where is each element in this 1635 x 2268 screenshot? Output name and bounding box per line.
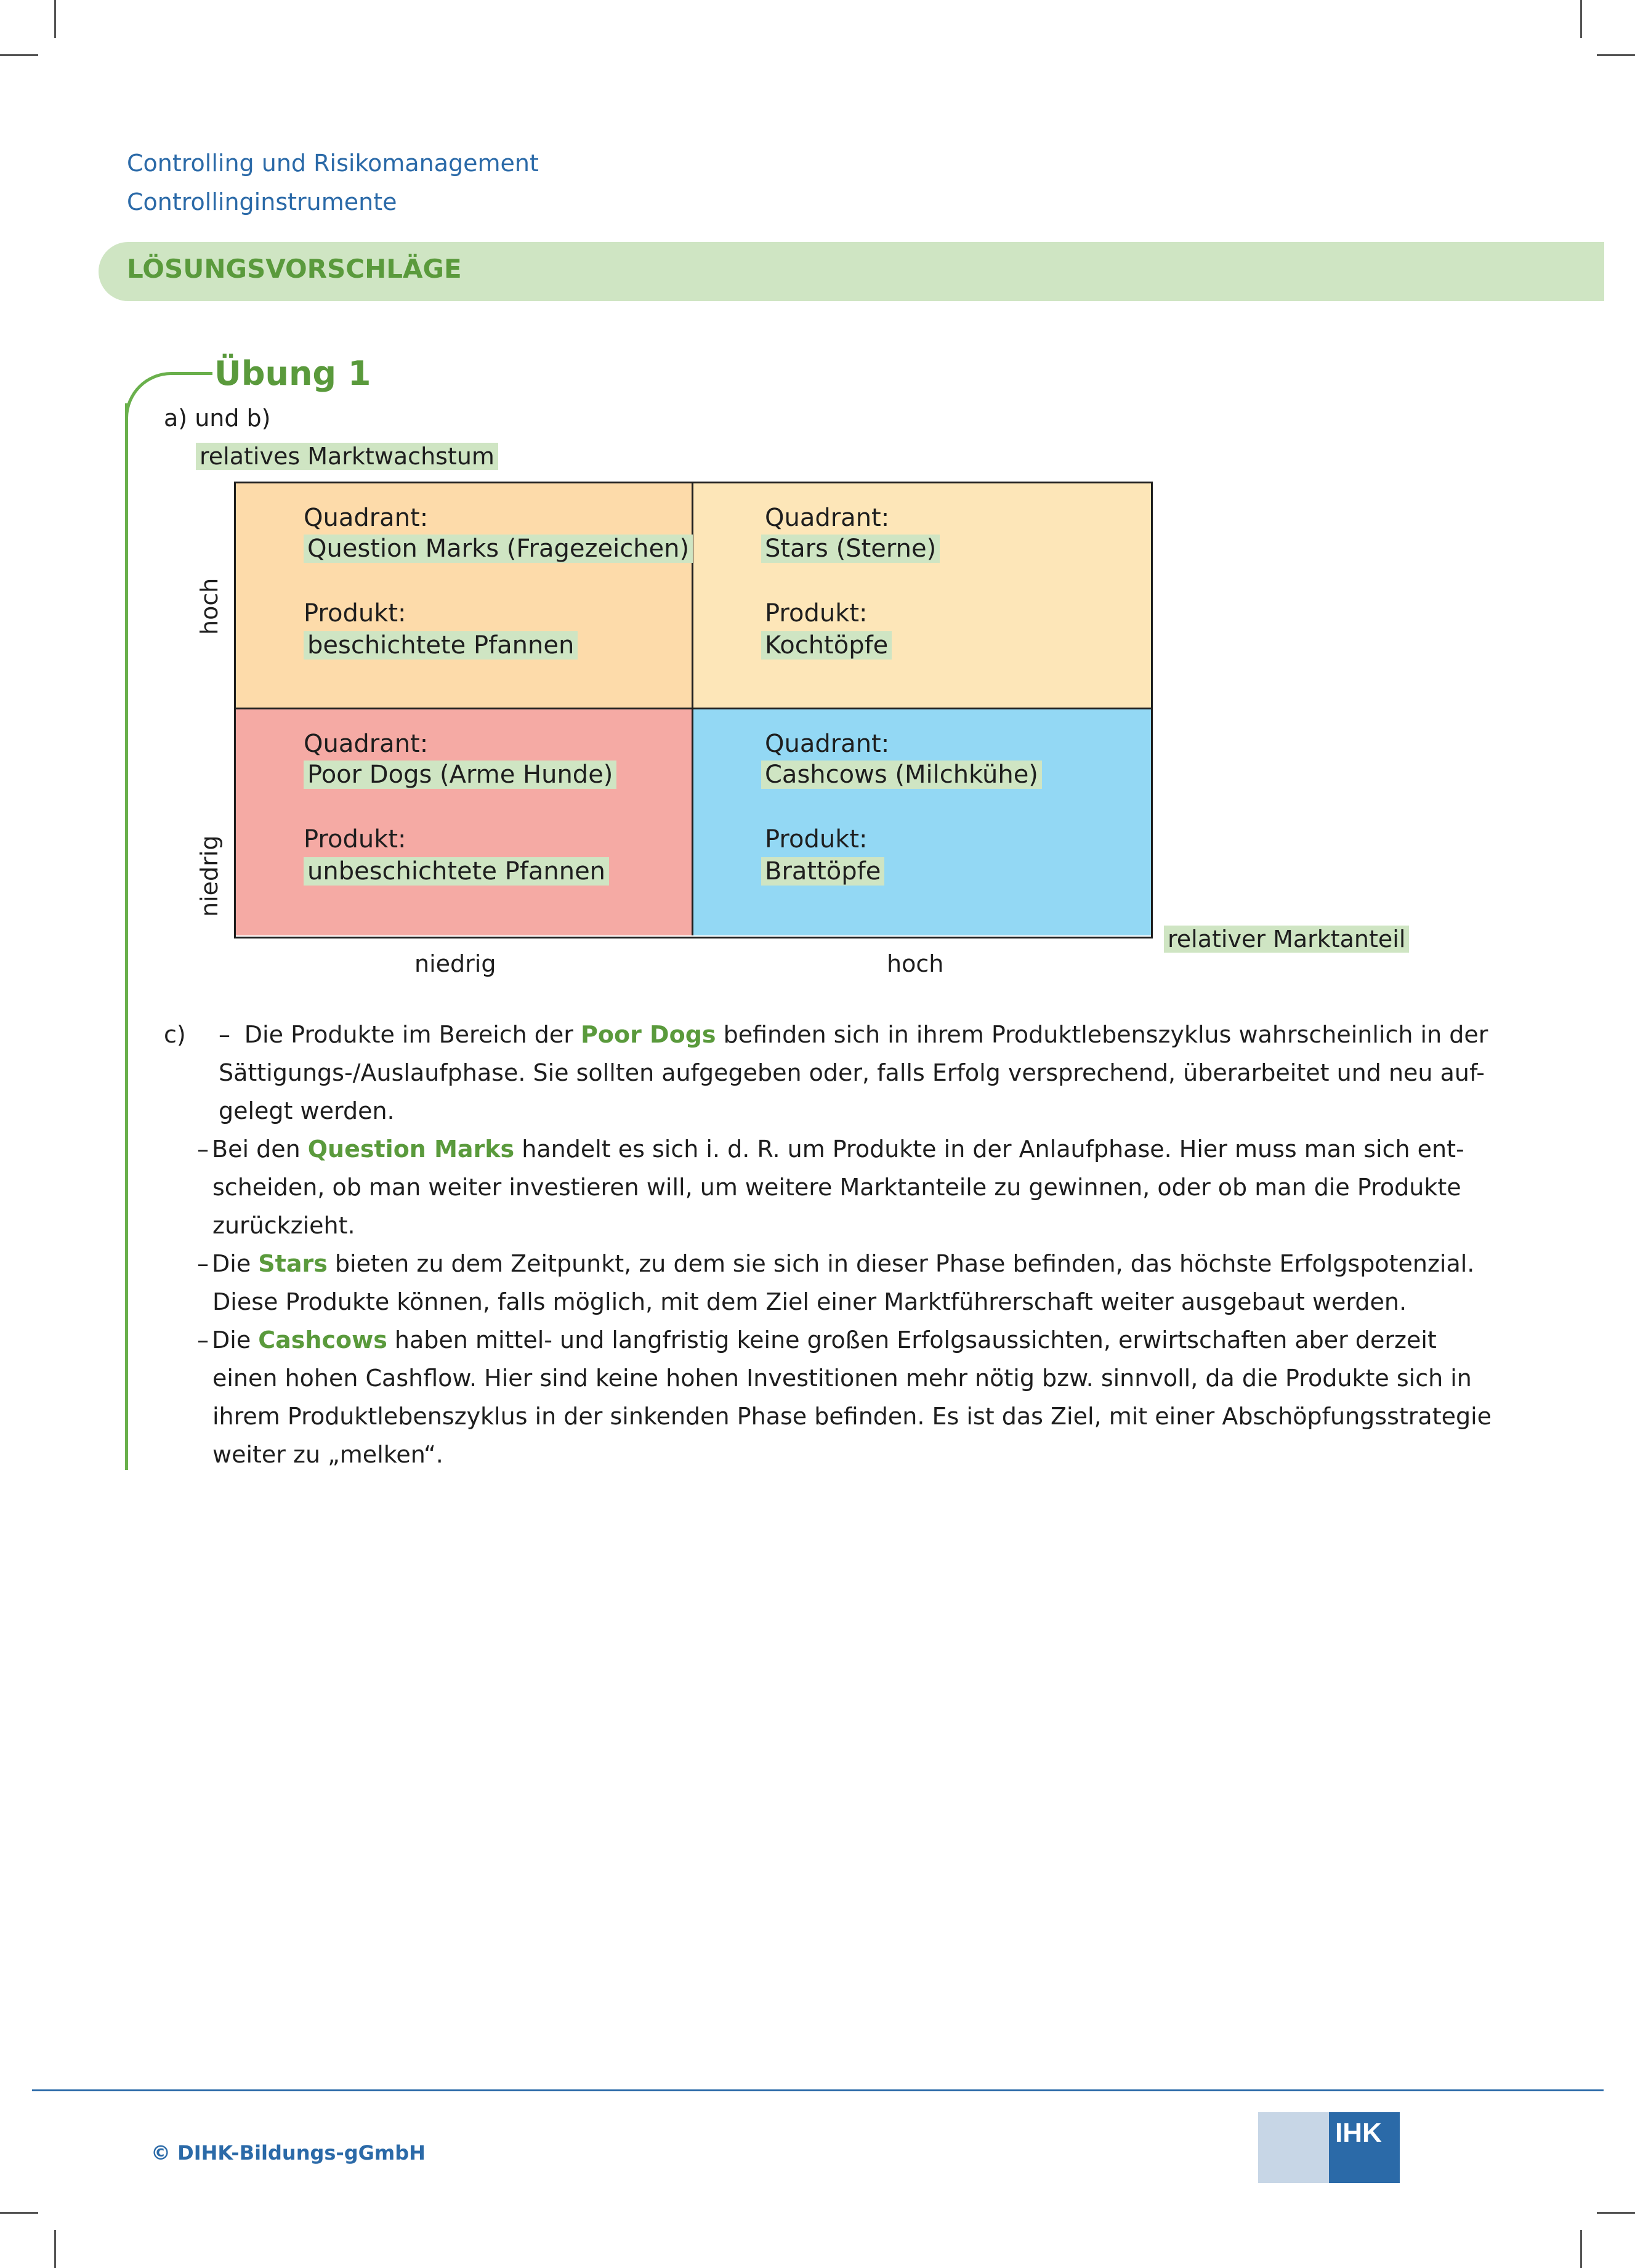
crop-mark <box>1597 54 1635 56</box>
text-line-content: gelegt werden. <box>219 1097 395 1124</box>
quadrant-label: Quadrant: <box>765 730 890 758</box>
list-dash: – <box>197 1136 209 1163</box>
quadrant-name <box>304 536 693 561</box>
list-item <box>197 1245 1475 1283</box>
text-segment: befinden sich in ihrem Produktlebenszyklus wahrscheinlich in der <box>716 1021 1488 1048</box>
ihk-logo-text: IHK <box>1335 2118 1382 2148</box>
key-term: Cashcows <box>258 1326 387 1354</box>
quadrant-label: Quadrant: <box>304 730 429 758</box>
quadrant-top-left <box>236 483 693 709</box>
crop-mark <box>1580 2230 1582 2268</box>
product-label: Produkt: <box>765 825 868 854</box>
product-label: Produkt: <box>304 825 406 854</box>
text-line <box>197 1245 1475 1283</box>
crop-mark <box>1580 0 1582 38</box>
crop-mark <box>0 54 38 56</box>
x-axis-label-text: relativer Marktanteil <box>1164 926 1409 953</box>
text-segment: Bei den <box>212 1136 308 1163</box>
text-line <box>212 1283 1407 1321</box>
product-name-text: unbeschichtete Pfannen <box>304 857 609 886</box>
key-term: Poor Dogs <box>581 1021 716 1048</box>
quadrant-name-text: Cashcows (Milchkühe) <box>761 761 1042 789</box>
quadrant-top-right <box>693 483 1151 709</box>
product-label: Produkt: <box>304 599 406 628</box>
text-segment: Die <box>212 1326 259 1354</box>
crop-mark <box>0 2212 38 2214</box>
product-name <box>304 633 578 658</box>
text-line-content: Diese Produkte können, falls möglich, mit dem Ziel einer Marktführerschaft weiter ausgebaut werden. <box>212 1288 1407 1315</box>
crop-mark <box>54 0 56 38</box>
product-name <box>761 859 884 884</box>
text-line <box>212 1359 1472 1397</box>
part-c-label: c) <box>164 1021 186 1048</box>
quadrant-name <box>761 762 1042 787</box>
text-segment: haben mittel- und langfristig keine großen Erfolgsaussichten, erwirtschaften aber derzeit <box>387 1326 1437 1354</box>
key-term: Question Marks <box>307 1136 515 1163</box>
text-line-content: zurückzieht. <box>212 1212 355 1239</box>
product-name-text: Kochtöpfe <box>761 631 892 660</box>
list-item <box>197 1130 1464 1168</box>
quadrant-label: Quadrant: <box>304 504 429 532</box>
list-item <box>197 1321 1437 1359</box>
key-term: Stars <box>258 1250 328 1277</box>
quadrant-name-text: Stars (Sterne) <box>761 535 940 563</box>
crop-mark <box>54 2230 56 2268</box>
product-name <box>304 859 609 884</box>
y-axis-label-text: relatives Marktwachstum <box>196 443 498 470</box>
text-line <box>197 1130 1464 1168</box>
text-line <box>212 1206 355 1245</box>
text-line <box>219 1015 1488 1054</box>
text-line <box>219 1092 395 1130</box>
quadrant-name-text: Question Marks (Fragezeichen) <box>304 535 693 563</box>
text-line-content: einen hohen Cashflow. Hier sind keine hohen Investitionen mehr nötig bzw. sinnvoll, da die Produkte sich in <box>212 1365 1472 1392</box>
exercise-subtitle: a) und b) <box>164 405 271 432</box>
text-line <box>197 1321 1437 1359</box>
crop-mark <box>1597 2212 1635 2214</box>
ihk-logo-block-light <box>1258 2112 1329 2183</box>
list-dash: – <box>197 1250 209 1277</box>
exercise-bracket-top <box>176 372 212 375</box>
exercise-bracket-line <box>125 403 128 1470</box>
text-segment: bieten zu dem Zeitpunkt, zu dem sie sich in dieser Phase befinden, das höchste Erfolgspotenzial. <box>327 1250 1475 1277</box>
list-dash: – <box>197 1326 209 1354</box>
y-axis-label <box>196 442 498 470</box>
footer-copyright: © DIHK-Bildungs-gGmbH <box>151 2141 426 2165</box>
text-line <box>212 1397 1492 1435</box>
section-banner-title: LÖSUNGSVORSCHLÄGE <box>127 254 462 284</box>
text-segment: handelt es sich i. d. R. um Produkte in der Anlaufphase. Hier muss man sich ent- <box>514 1136 1464 1163</box>
bcg-matrix <box>234 482 1153 938</box>
header-course-title: Controlling und Risikomanagement <box>127 150 539 177</box>
text-line <box>212 1435 443 1474</box>
product-name-text: Brattöpfe <box>761 857 884 886</box>
quadrant-name <box>761 536 940 561</box>
y-tick-high: hoch <box>196 578 223 635</box>
product-name-text: beschichtete Pfannen <box>304 631 578 660</box>
text-line-content: scheiden, ob man weiter investieren will, um weitere Marktanteile zu gewinnen, oder ob man die Produkte <box>212 1174 1461 1201</box>
list-dash: – <box>219 1021 230 1048</box>
quadrant-name-text: Poor Dogs (Arme Hunde) <box>304 761 616 789</box>
quadrant-label: Quadrant: <box>765 504 890 532</box>
text-line-content: ihrem Produktlebenszyklus in der sinkenden Phase befinden. Es ist das Ziel, mit einer Abschöpfungsstrategie <box>212 1403 1492 1430</box>
text-line <box>212 1168 1461 1206</box>
header-chapter-title: Controllinginstrumente <box>127 188 397 216</box>
quadrant-name <box>304 762 616 787</box>
product-label: Produkt: <box>765 599 868 628</box>
quadrant-bottom-left <box>236 709 693 935</box>
text-line-content: weiter zu „melken“. <box>212 1441 443 1468</box>
footer-rule <box>32 2089 1604 2091</box>
text-segment: Die Produkte im Bereich der <box>244 1021 581 1048</box>
y-tick-low: niedrig <box>196 835 223 917</box>
exercise-title: Übung 1 <box>214 354 371 393</box>
text-line <box>219 1054 1485 1092</box>
x-axis-label <box>1164 927 1409 951</box>
text-segment: Die <box>212 1250 259 1277</box>
quadrant-bottom-right <box>693 709 1151 935</box>
x-tick-low: niedrig <box>414 950 496 977</box>
x-tick-high: hoch <box>887 950 944 977</box>
text-line-content: Sättigungs-/Auslaufphase. Sie sollten aufgegeben oder, falls Erfolg versprechend, überarbeitet und neu auf- <box>219 1059 1485 1086</box>
product-name <box>761 633 892 658</box>
